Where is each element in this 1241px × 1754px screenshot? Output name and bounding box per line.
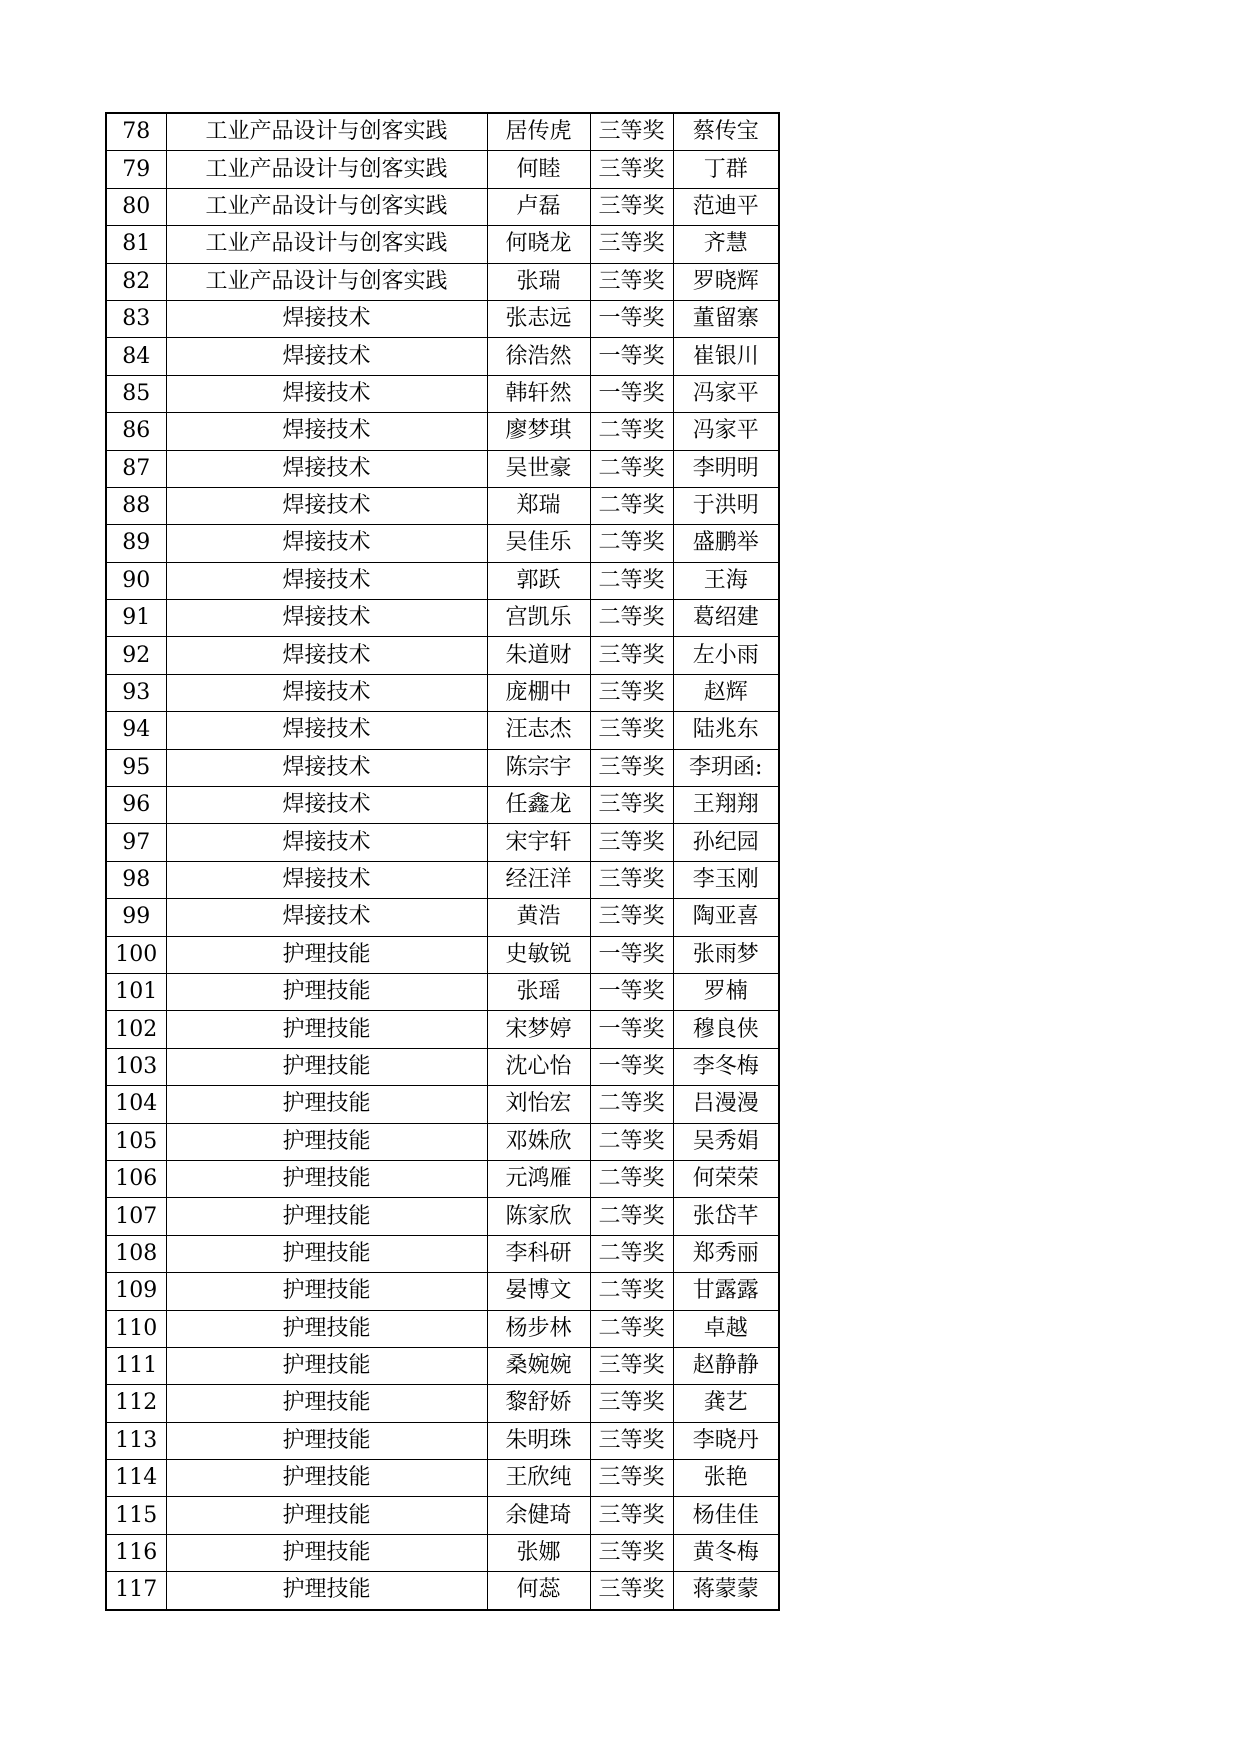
project-cell: 护理技能 — [166, 1273, 487, 1310]
project-cell: 护理技能 — [166, 1347, 487, 1384]
award-level-cell: 二等奖 — [590, 1160, 673, 1197]
table-row — [106, 936, 779, 973]
award-level-cell: 三等奖 — [590, 1460, 673, 1497]
project-cell: 焊接技术 — [166, 338, 487, 375]
table-row — [106, 674, 779, 711]
student-name-cell: 郑瑞 — [487, 487, 590, 524]
project-cell: 工业产品设计与创客实践 — [166, 226, 487, 263]
award-level-cell: 二等奖 — [590, 487, 673, 524]
table-row — [106, 338, 779, 375]
row-number-cell: 83 — [106, 300, 166, 337]
teacher-name-cell: 齐慧 — [673, 226, 779, 263]
teacher-name-cell: 罗楠 — [673, 973, 779, 1010]
project-cell: 焊接技术 — [166, 600, 487, 637]
project-cell: 焊接技术 — [166, 562, 487, 599]
teacher-name-cell: 冯家平 — [673, 375, 779, 412]
award-level-cell: 二等奖 — [590, 1198, 673, 1235]
award-level-cell: 一等奖 — [590, 1011, 673, 1048]
row-number-cell: 102 — [106, 1011, 166, 1048]
award-table — [105, 112, 780, 1611]
row-number-cell: 104 — [106, 1086, 166, 1123]
row-number-cell: 94 — [106, 712, 166, 749]
award-level-cell: 一等奖 — [590, 1048, 673, 1085]
award-level-cell: 二等奖 — [590, 1235, 673, 1272]
table-row — [106, 413, 779, 450]
table-row — [106, 300, 779, 337]
teacher-name-cell: 丁群 — [673, 151, 779, 188]
table-row — [106, 1123, 779, 1160]
project-cell: 护理技能 — [166, 1048, 487, 1085]
table-row — [106, 712, 779, 749]
project-cell: 护理技能 — [166, 936, 487, 973]
student-name-cell: 卢磊 — [487, 188, 590, 225]
row-number-cell: 105 — [106, 1123, 166, 1160]
row-number-cell: 90 — [106, 562, 166, 599]
award-level-cell: 三等奖 — [590, 1534, 673, 1571]
table-row — [106, 375, 779, 412]
table-row — [106, 525, 779, 562]
project-cell: 焊接技术 — [166, 824, 487, 861]
student-name-cell: 余健琦 — [487, 1497, 590, 1534]
row-number-cell: 84 — [106, 338, 166, 375]
teacher-name-cell: 卓越 — [673, 1310, 779, 1347]
student-name-cell: 黎舒娇 — [487, 1385, 590, 1422]
award-level-cell: 二等奖 — [590, 1123, 673, 1160]
award-level-cell: 三等奖 — [590, 637, 673, 674]
row-number-cell: 108 — [106, 1235, 166, 1272]
teacher-name-cell: 李玉刚 — [673, 861, 779, 898]
project-cell: 护理技能 — [166, 1534, 487, 1571]
student-name-cell: 王欣纯 — [487, 1460, 590, 1497]
project-cell: 护理技能 — [166, 1422, 487, 1459]
table-row — [106, 188, 779, 225]
student-name-cell: 庞棚中 — [487, 674, 590, 711]
table-row — [106, 1460, 779, 1497]
project-cell: 焊接技术 — [166, 712, 487, 749]
teacher-name-cell: 吕漫漫 — [673, 1086, 779, 1123]
teacher-name-cell: 李玥函: — [673, 749, 779, 786]
table-row — [106, 226, 779, 263]
project-cell: 焊接技术 — [166, 787, 487, 824]
student-name-cell: 史敏锐 — [487, 936, 590, 973]
row-number-cell: 92 — [106, 637, 166, 674]
student-name-cell: 张志远 — [487, 300, 590, 337]
row-number-cell: 85 — [106, 375, 166, 412]
row-number-cell: 86 — [106, 413, 166, 450]
table-row — [106, 824, 779, 861]
student-name-cell: 徐浩然 — [487, 338, 590, 375]
table-row — [106, 899, 779, 936]
award-level-cell: 二等奖 — [590, 450, 673, 487]
table-row — [106, 263, 779, 300]
award-level-cell: 三等奖 — [590, 226, 673, 263]
project-cell: 焊接技术 — [166, 487, 487, 524]
row-number-cell: 101 — [106, 973, 166, 1010]
project-cell: 护理技能 — [166, 1385, 487, 1422]
student-name-cell: 桑婉婉 — [487, 1347, 590, 1384]
teacher-name-cell: 葛绍建 — [673, 600, 779, 637]
student-name-cell: 任鑫龙 — [487, 787, 590, 824]
student-name-cell: 陈宗宇 — [487, 749, 590, 786]
award-level-cell: 三等奖 — [590, 1422, 673, 1459]
award-level-cell: 三等奖 — [590, 1572, 673, 1610]
award-level-cell: 一等奖 — [590, 338, 673, 375]
award-level-cell: 三等奖 — [590, 1497, 673, 1534]
teacher-name-cell: 张艳 — [673, 1460, 779, 1497]
project-cell: 焊接技术 — [166, 413, 487, 450]
row-number-cell: 89 — [106, 525, 166, 562]
table-row — [106, 1235, 779, 1272]
award-level-cell: 二等奖 — [590, 562, 673, 599]
award-level-cell: 三等奖 — [590, 899, 673, 936]
teacher-name-cell: 蔡传宝 — [673, 113, 779, 151]
award-level-cell: 二等奖 — [590, 1273, 673, 1310]
project-cell: 护理技能 — [166, 1235, 487, 1272]
teacher-name-cell: 陶亚喜 — [673, 899, 779, 936]
award-level-cell: 一等奖 — [590, 300, 673, 337]
student-name-cell: 廖梦琪 — [487, 413, 590, 450]
student-name-cell: 经汪洋 — [487, 861, 590, 898]
award-level-cell: 三等奖 — [590, 749, 673, 786]
teacher-name-cell: 杨佳佳 — [673, 1497, 779, 1534]
project-cell: 护理技能 — [166, 1086, 487, 1123]
table-row — [106, 749, 779, 786]
row-number-cell: 113 — [106, 1422, 166, 1459]
award-level-cell: 三等奖 — [590, 151, 673, 188]
row-number-cell: 106 — [106, 1160, 166, 1197]
table-row — [106, 1160, 779, 1197]
row-number-cell: 107 — [106, 1198, 166, 1235]
row-number-cell: 96 — [106, 787, 166, 824]
award-level-cell: 三等奖 — [590, 188, 673, 225]
project-cell: 焊接技术 — [166, 525, 487, 562]
award-level-cell: 二等奖 — [590, 1086, 673, 1123]
project-cell: 焊接技术 — [166, 899, 487, 936]
project-cell: 护理技能 — [166, 1160, 487, 1197]
teacher-name-cell: 李晓丹 — [673, 1422, 779, 1459]
row-number-cell: 99 — [106, 899, 166, 936]
teacher-name-cell: 甘露露 — [673, 1273, 779, 1310]
teacher-name-cell: 张岱芊 — [673, 1198, 779, 1235]
student-name-cell: 郭跃 — [487, 562, 590, 599]
teacher-name-cell: 郑秀丽 — [673, 1235, 779, 1272]
table-row — [106, 973, 779, 1010]
table-row — [106, 1497, 779, 1534]
teacher-name-cell: 黄冬梅 — [673, 1534, 779, 1571]
row-number-cell: 81 — [106, 226, 166, 263]
table-row — [106, 1198, 779, 1235]
teacher-name-cell: 冯家平 — [673, 413, 779, 450]
teacher-name-cell: 穆良侠 — [673, 1011, 779, 1048]
row-number-cell: 93 — [106, 674, 166, 711]
teacher-name-cell: 王翔翔 — [673, 787, 779, 824]
table-row — [106, 1310, 779, 1347]
project-cell: 护理技能 — [166, 1123, 487, 1160]
award-level-cell: 一等奖 — [590, 973, 673, 1010]
award-level-cell: 三等奖 — [590, 787, 673, 824]
student-name-cell: 韩轩然 — [487, 375, 590, 412]
student-name-cell: 吴世豪 — [487, 450, 590, 487]
award-level-cell: 三等奖 — [590, 113, 673, 151]
teacher-name-cell: 吴秀娟 — [673, 1123, 779, 1160]
row-number-cell: 100 — [106, 936, 166, 973]
award-level-cell: 三等奖 — [590, 1347, 673, 1384]
project-cell: 焊接技术 — [166, 375, 487, 412]
teacher-name-cell: 何荣荣 — [673, 1160, 779, 1197]
row-number-cell: 82 — [106, 263, 166, 300]
student-name-cell: 元鸿雁 — [487, 1160, 590, 1197]
table-row — [106, 1011, 779, 1048]
project-cell: 焊接技术 — [166, 300, 487, 337]
row-number-cell: 111 — [106, 1347, 166, 1384]
teacher-name-cell: 赵辉 — [673, 674, 779, 711]
table-row — [106, 600, 779, 637]
table-row — [106, 637, 779, 674]
teacher-name-cell: 盛鹏举 — [673, 525, 779, 562]
row-number-cell: 78 — [106, 113, 166, 151]
student-name-cell: 黄浩 — [487, 899, 590, 936]
table-row — [106, 113, 779, 151]
row-number-cell: 97 — [106, 824, 166, 861]
student-name-cell: 何蕊 — [487, 1572, 590, 1610]
award-level-cell: 三等奖 — [590, 263, 673, 300]
award-level-cell: 二等奖 — [590, 413, 673, 450]
teacher-name-cell: 罗晓辉 — [673, 263, 779, 300]
project-cell: 工业产品设计与创客实践 — [166, 113, 487, 151]
student-name-cell: 吴佳乐 — [487, 525, 590, 562]
teacher-name-cell: 李明明 — [673, 450, 779, 487]
row-number-cell: 98 — [106, 861, 166, 898]
student-name-cell: 晏博文 — [487, 1273, 590, 1310]
teacher-name-cell: 董留寨 — [673, 300, 779, 337]
project-cell: 焊接技术 — [166, 749, 487, 786]
row-number-cell: 112 — [106, 1385, 166, 1422]
project-cell: 护理技能 — [166, 1497, 487, 1534]
project-cell: 焊接技术 — [166, 450, 487, 487]
award-level-cell: 三等奖 — [590, 861, 673, 898]
student-name-cell: 张娜 — [487, 1534, 590, 1571]
table-row — [106, 1572, 779, 1610]
row-number-cell: 110 — [106, 1310, 166, 1347]
project-cell: 焊接技术 — [166, 674, 487, 711]
award-level-cell: 二等奖 — [590, 1310, 673, 1347]
teacher-name-cell: 崔银川 — [673, 338, 779, 375]
award-table-body — [106, 113, 779, 1610]
row-number-cell: 116 — [106, 1534, 166, 1571]
award-level-cell: 三等奖 — [590, 824, 673, 861]
teacher-name-cell: 龚艺 — [673, 1385, 779, 1422]
row-number-cell: 91 — [106, 600, 166, 637]
award-level-cell: 二等奖 — [590, 525, 673, 562]
row-number-cell: 80 — [106, 188, 166, 225]
teacher-name-cell: 蒋蒙蒙 — [673, 1572, 779, 1610]
award-level-cell: 二等奖 — [590, 600, 673, 637]
project-cell: 焊接技术 — [166, 637, 487, 674]
project-cell: 工业产品设计与创客实践 — [166, 151, 487, 188]
project-cell: 护理技能 — [166, 1011, 487, 1048]
student-name-cell: 宋梦婷 — [487, 1011, 590, 1048]
project-cell: 护理技能 — [166, 1310, 487, 1347]
project-cell: 工业产品设计与创客实践 — [166, 188, 487, 225]
row-number-cell: 115 — [106, 1497, 166, 1534]
student-name-cell: 沈心怡 — [487, 1048, 590, 1085]
student-name-cell: 何晓龙 — [487, 226, 590, 263]
award-level-cell: 三等奖 — [590, 712, 673, 749]
row-number-cell: 117 — [106, 1572, 166, 1610]
award-level-cell: 一等奖 — [590, 375, 673, 412]
student-name-cell: 朱道财 — [487, 637, 590, 674]
project-cell: 护理技能 — [166, 1198, 487, 1235]
student-name-cell: 汪志杰 — [487, 712, 590, 749]
student-name-cell: 陈家欣 — [487, 1198, 590, 1235]
project-cell: 护理技能 — [166, 973, 487, 1010]
student-name-cell: 何睦 — [487, 151, 590, 188]
teacher-name-cell: 赵静静 — [673, 1347, 779, 1384]
row-number-cell: 87 — [106, 450, 166, 487]
teacher-name-cell: 张雨梦 — [673, 936, 779, 973]
table-row — [106, 1385, 779, 1422]
award-level-cell: 三等奖 — [590, 674, 673, 711]
table-row — [106, 1347, 779, 1384]
row-number-cell: 114 — [106, 1460, 166, 1497]
award-level-cell: 三等奖 — [590, 1385, 673, 1422]
teacher-name-cell: 陆兆东 — [673, 712, 779, 749]
teacher-name-cell: 王海 — [673, 562, 779, 599]
student-name-cell: 居传虎 — [487, 113, 590, 151]
table-row — [106, 562, 779, 599]
table-row — [106, 1086, 779, 1123]
student-name-cell: 李科研 — [487, 1235, 590, 1272]
row-number-cell: 95 — [106, 749, 166, 786]
award-list-sheet — [105, 112, 780, 1611]
row-number-cell: 79 — [106, 151, 166, 188]
table-row — [106, 861, 779, 898]
teacher-name-cell: 孙纪园 — [673, 824, 779, 861]
teacher-name-cell: 于洪明 — [673, 487, 779, 524]
student-name-cell: 宋宇轩 — [487, 824, 590, 861]
table-row — [106, 787, 779, 824]
project-cell: 焊接技术 — [166, 861, 487, 898]
project-cell: 护理技能 — [166, 1572, 487, 1610]
student-name-cell: 刘怡宏 — [487, 1086, 590, 1123]
table-row — [106, 450, 779, 487]
student-name-cell: 宫凯乐 — [487, 600, 590, 637]
row-number-cell: 109 — [106, 1273, 166, 1310]
table-row — [106, 1273, 779, 1310]
row-number-cell: 88 — [106, 487, 166, 524]
table-row — [106, 1534, 779, 1571]
table-row — [106, 487, 779, 524]
teacher-name-cell: 左小雨 — [673, 637, 779, 674]
student-name-cell: 张瑞 — [487, 263, 590, 300]
table-row — [106, 1048, 779, 1085]
award-level-cell: 一等奖 — [590, 936, 673, 973]
student-name-cell: 邓姝欣 — [487, 1123, 590, 1160]
teacher-name-cell: 范迪平 — [673, 188, 779, 225]
row-number-cell: 103 — [106, 1048, 166, 1085]
student-name-cell: 朱明珠 — [487, 1422, 590, 1459]
project-cell: 工业产品设计与创客实践 — [166, 263, 487, 300]
table-row — [106, 151, 779, 188]
student-name-cell: 杨步林 — [487, 1310, 590, 1347]
teacher-name-cell: 李冬梅 — [673, 1048, 779, 1085]
table-row — [106, 1422, 779, 1459]
project-cell: 护理技能 — [166, 1460, 487, 1497]
student-name-cell: 张瑶 — [487, 973, 590, 1010]
